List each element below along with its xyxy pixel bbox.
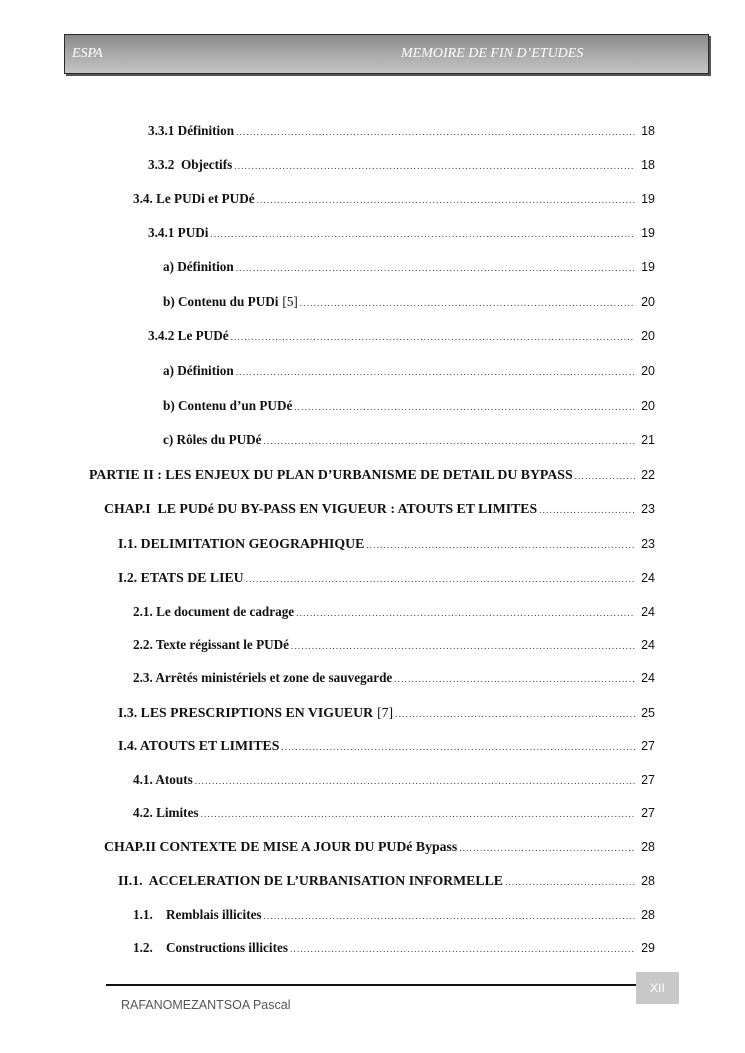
toc-entry-page: 22 <box>641 468 655 482</box>
toc-entry[interactable] <box>163 259 655 277</box>
toc-entry-title: b) Contenu d’un PUDé <box>163 398 293 413</box>
toc-entry-title: I.2. ETATS DE LIEU <box>118 570 244 585</box>
toc-entry[interactable] <box>133 940 655 958</box>
page-header <box>64 34 709 74</box>
toc-entry-title: 3.4. Le PUDi et PUDé <box>133 191 255 206</box>
toc-entry-title: 2.1. Le document de cadrage <box>133 604 295 619</box>
toc-entry[interactable] <box>148 328 655 346</box>
toc-entry[interactable] <box>133 604 655 622</box>
toc-entry-page: 28 <box>641 874 655 888</box>
toc-entry-page: 23 <box>641 537 655 551</box>
toc-entry-title: CHAP.II CONTEXTE DE MISE A JOUR DU PUDé Bypass <box>104 839 458 854</box>
toc-entry-title: 2.2. Texte régissant le PUDé <box>133 637 290 652</box>
toc-entry[interactable] <box>104 839 655 857</box>
toc-entry[interactable] <box>148 157 655 175</box>
toc-entry-title: 2.3. Arrêtés ministériels et zone de sauvegarde <box>133 670 393 685</box>
toc-entry[interactable] <box>133 805 655 823</box>
toc-entry-title: c) Rôles du PUDé <box>163 432 262 447</box>
toc-entry[interactable] <box>133 772 655 790</box>
page-number-badge <box>636 972 679 1004</box>
toc-entry-page: 20 <box>641 399 655 413</box>
toc-entry[interactable] <box>163 398 655 416</box>
toc-entry[interactable] <box>133 191 655 209</box>
toc-entry-page: 27 <box>641 806 655 820</box>
toc-entry-page: 20 <box>641 364 655 378</box>
page-number: XII <box>650 981 665 995</box>
toc-entry[interactable] <box>118 536 655 554</box>
toc-entry-page: 19 <box>641 192 655 206</box>
toc-entry-title: a) Définition <box>163 363 234 378</box>
toc-entry-page: 29 <box>641 941 655 955</box>
toc-entry[interactable] <box>163 432 655 450</box>
toc-entry[interactable] <box>148 123 655 141</box>
toc-entry-title: 3.3.2 Objectifs <box>148 157 233 172</box>
toc-entry-title: I.3. LES PRESCRIPTIONS EN VIGUEUR <box>118 705 374 720</box>
toc-entry[interactable] <box>118 738 655 756</box>
toc-entry[interactable] <box>118 570 655 588</box>
toc-entry-page: 23 <box>641 502 655 516</box>
toc-entry-title: I.4. ATOUTS ET LIMITES <box>118 738 280 753</box>
toc-entry-title: CHAP.I LE PUDé DU BY-PASS EN VIGUEUR : ATOUTS ET LIMITES <box>104 501 538 516</box>
toc-entry[interactable] <box>148 225 655 243</box>
toc-entry-page: 20 <box>641 329 655 343</box>
toc-entry-title: 3.4.1 PUDi <box>148 225 209 240</box>
toc-entry[interactable] <box>118 873 655 891</box>
header-document-title: MEMOIRE DE FIN D’ETUDES <box>401 46 584 61</box>
toc-entry[interactable] <box>118 705 655 723</box>
toc-entry-title: 1.1. Remblais illicites <box>133 907 262 922</box>
toc-entry-page: 28 <box>641 908 655 922</box>
header-school: ESPA <box>72 46 103 61</box>
toc-entry-title: II.1. ACCELERATION DE L’URBANISATION INFORMELLE <box>118 873 503 888</box>
toc-entry-title: 3.4.2 Le PUDé <box>148 328 229 343</box>
toc-entry-title: 4.1. Atouts <box>133 772 193 787</box>
toc-entry[interactable] <box>133 907 655 925</box>
toc-entry-page: 18 <box>641 158 655 172</box>
toc-entry-title: a) Définition <box>163 259 234 274</box>
toc-entry-page: 20 <box>641 295 655 309</box>
toc-entry-title: 1.2. Constructions illicites <box>133 940 288 955</box>
toc-entry-reference: [7] <box>377 705 394 720</box>
toc-entry-title: 3.3.1 Définition <box>148 123 235 138</box>
toc-entry-page: 28 <box>641 840 655 854</box>
toc-entry-page: 24 <box>641 671 655 685</box>
toc-entry-title: PARTIE II : LES ENJEUX DU PLAN D’URBANISME DE DETAIL DU BYPASS <box>89 467 573 482</box>
footer-author: RAFANOMEZANTSOA Pascal <box>121 998 291 1012</box>
toc-entry-page: 24 <box>641 571 655 585</box>
toc-entry-page: 24 <box>641 605 655 619</box>
toc-entry-title: 4.2. Limites <box>133 805 199 820</box>
toc-entry-page: 24 <box>641 638 655 652</box>
toc-entry-page: 18 <box>641 124 655 138</box>
toc-entry[interactable] <box>163 363 655 381</box>
toc-entry-title: I.1. DELIMITATION GEOGRAPHIQUE <box>118 536 365 551</box>
toc-entry-reference: [5] <box>282 294 298 309</box>
toc-entry-page: 25 <box>641 706 655 720</box>
toc-entry[interactable] <box>104 501 655 519</box>
toc-entry-page: 21 <box>641 433 655 447</box>
toc-entry[interactable] <box>133 637 655 655</box>
toc-entry[interactable] <box>89 467 655 485</box>
toc-entry-page: 27 <box>641 773 655 787</box>
toc-entry-page: 19 <box>641 226 655 240</box>
footer-rule <box>106 984 636 986</box>
toc-entry-page: 19 <box>641 260 655 274</box>
toc-entry[interactable] <box>163 294 655 312</box>
toc-entry-title: b) Contenu du PUDi <box>163 294 279 309</box>
toc-entry[interactable] <box>133 670 655 688</box>
toc-entry-page: 27 <box>641 739 655 753</box>
